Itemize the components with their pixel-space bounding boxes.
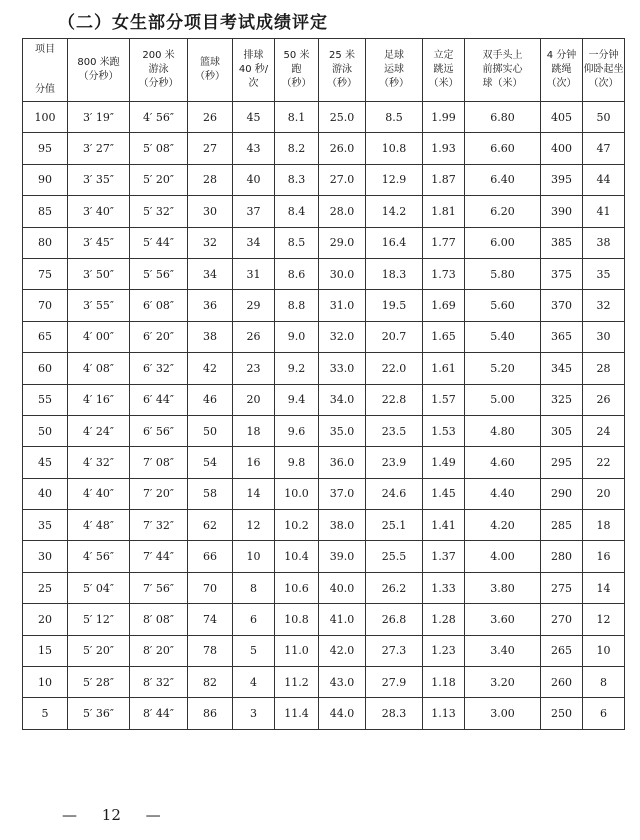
table-cell: 16 [583, 541, 625, 572]
table-cell: 4′ 48″ [68, 510, 130, 541]
table-cell: 400 [541, 133, 583, 164]
table-cell: 28 [188, 164, 233, 195]
table-cell: 1.41 [423, 510, 465, 541]
table-cell: 8 [583, 667, 625, 698]
table-cell: 9.0 [275, 321, 319, 352]
page-number: 12 [101, 806, 121, 824]
table-cell: 1.57 [423, 384, 465, 415]
table-cell: 285 [541, 510, 583, 541]
table-cell: 280 [541, 541, 583, 572]
table-cell: 3.00 [465, 698, 541, 729]
table-cell: 14 [583, 572, 625, 603]
table-cell: 8.2 [275, 133, 319, 164]
table-cell: 10.6 [275, 572, 319, 603]
table-cell: 10.4 [275, 541, 319, 572]
table-cell: 5′ 32″ [130, 196, 188, 227]
table-cell: 385 [541, 227, 583, 258]
table-cell: 50 [188, 415, 233, 446]
header-medicine-ball-throw: 双手头上 前掷实心 球（米） [465, 39, 541, 102]
table-cell: 4′ 16″ [68, 384, 130, 415]
table-cell: 405 [541, 102, 583, 133]
table-cell: 370 [541, 290, 583, 321]
table-cell: 23.5 [366, 415, 423, 446]
table-cell: 42 [188, 353, 233, 384]
table-cell: 10.8 [366, 133, 423, 164]
header-50m-run: 50 米 跑 （秒） [275, 39, 319, 102]
table-cell: 30.0 [319, 258, 366, 289]
table-cell: 34.0 [319, 384, 366, 415]
table-cell: 6 [233, 604, 275, 635]
table-row [23, 258, 625, 289]
table-cell: 9.2 [275, 353, 319, 384]
table-cell: 1.13 [423, 698, 465, 729]
table-cell: 6.60 [465, 133, 541, 164]
table-cell: 5.20 [465, 353, 541, 384]
table-cell: 3′ 50″ [68, 258, 130, 289]
table-cell: 6′ 08″ [130, 290, 188, 321]
table-cell: 38.0 [319, 510, 366, 541]
table-cell: 58 [188, 478, 233, 509]
table-row [23, 541, 625, 572]
table-cell: 66 [188, 541, 233, 572]
table-cell: 1.93 [423, 133, 465, 164]
table-cell: 10.2 [275, 510, 319, 541]
table-cell: 4.40 [465, 478, 541, 509]
table-cell: 28.0 [319, 196, 366, 227]
table-cell: 62 [188, 510, 233, 541]
table-cell: 18 [583, 510, 625, 541]
table-cell: 395 [541, 164, 583, 195]
table-cell: 3 [233, 698, 275, 729]
table-cell: 74 [188, 604, 233, 635]
table-cell: 42.0 [319, 635, 366, 666]
table-cell: 38 [583, 227, 625, 258]
table-cell: 30 [188, 196, 233, 227]
table-cell: 7′ 56″ [130, 572, 188, 603]
table-cell: 22 [583, 447, 625, 478]
table-cell: 32 [583, 290, 625, 321]
table-cell: 3′ 55″ [68, 290, 130, 321]
table-cell: 41 [583, 196, 625, 227]
table-row [23, 353, 625, 384]
table-cell: 9.4 [275, 384, 319, 415]
table-cell: 7′ 32″ [130, 510, 188, 541]
table-cell: 10 [583, 635, 625, 666]
table-cell: 3.80 [465, 572, 541, 603]
table-cell: 26 [188, 102, 233, 133]
table-cell: 8.1 [275, 102, 319, 133]
table-cell: 3.20 [465, 667, 541, 698]
table-cell: 26.0 [319, 133, 366, 164]
table-cell: 47 [583, 133, 625, 164]
table-cell: 1.73 [423, 258, 465, 289]
table-cell: 29.0 [319, 227, 366, 258]
header-800m-run: 800 米跑 （分秒） [68, 39, 130, 102]
table-cell: 3′ 27″ [68, 133, 130, 164]
score-cell: 80 [23, 227, 68, 258]
table-cell: 1.69 [423, 290, 465, 321]
header-200m-swim: 200 米 游泳 （分秒） [130, 39, 188, 102]
table-row [23, 102, 625, 133]
header-item-label: 项目 [35, 44, 55, 55]
table-cell: 29 [233, 290, 275, 321]
score-cell: 90 [23, 164, 68, 195]
table-cell: 37.0 [319, 478, 366, 509]
page-footer [52, 806, 171, 824]
table-cell: 1.65 [423, 321, 465, 352]
table-cell: 5.60 [465, 290, 541, 321]
table-cell: 27 [188, 133, 233, 164]
table-cell: 18.3 [366, 258, 423, 289]
table-cell: 34 [233, 227, 275, 258]
score-cell: 45 [23, 447, 68, 478]
table-cell: 365 [541, 321, 583, 352]
table-cell: 28 [583, 353, 625, 384]
table-cell: 8.4 [275, 196, 319, 227]
table-header-row [23, 39, 625, 102]
table-cell: 250 [541, 698, 583, 729]
table-row [23, 321, 625, 352]
table-cell: 19.5 [366, 290, 423, 321]
table-cell: 70 [188, 572, 233, 603]
table-cell: 36.0 [319, 447, 366, 478]
table-cell: 6.80 [465, 102, 541, 133]
header-score-label: 分值 [35, 84, 55, 95]
table-cell: 32 [188, 227, 233, 258]
table-cell: 4.20 [465, 510, 541, 541]
header-standing-long-jump: 立定 跳远 （米） [423, 39, 465, 102]
footer-dash-right: — [145, 806, 161, 824]
table-cell: 40.0 [319, 572, 366, 603]
table-cell: 7′ 08″ [130, 447, 188, 478]
table-cell: 3′ 40″ [68, 196, 130, 227]
table-cell: 32.0 [319, 321, 366, 352]
table-cell: 305 [541, 415, 583, 446]
page-title: （二）女生部分项目考试成绩评定 [58, 13, 328, 33]
table-cell: 27.3 [366, 635, 423, 666]
table-cell: 11.0 [275, 635, 319, 666]
table-cell: 4′ 40″ [68, 478, 130, 509]
table-cell: 8 [233, 572, 275, 603]
table-cell: 30 [583, 321, 625, 352]
table-cell: 1.49 [423, 447, 465, 478]
table-cell: 10.0 [275, 478, 319, 509]
table-cell: 8′ 08″ [130, 604, 188, 635]
table-row [23, 133, 625, 164]
table-cell: 16.4 [366, 227, 423, 258]
table-cell: 4′ 32″ [68, 447, 130, 478]
table-cell: 24 [583, 415, 625, 446]
score-table-body [23, 102, 625, 730]
table-cell: 54 [188, 447, 233, 478]
table-cell: 43 [233, 133, 275, 164]
score-cell: 5 [23, 698, 68, 729]
table-cell: 7′ 44″ [130, 541, 188, 572]
score-cell: 100 [23, 102, 68, 133]
table-cell: 12 [233, 510, 275, 541]
table-cell: 3.40 [465, 635, 541, 666]
table-row [23, 290, 625, 321]
table-cell: 325 [541, 384, 583, 415]
table-cell: 8.6 [275, 258, 319, 289]
table-cell: 5′ 12″ [68, 604, 130, 635]
table-cell: 43.0 [319, 667, 366, 698]
table-cell: 23.9 [366, 447, 423, 478]
table-cell: 3.60 [465, 604, 541, 635]
table-cell: 22.0 [366, 353, 423, 384]
table-cell: 275 [541, 572, 583, 603]
table-cell: 37 [233, 196, 275, 227]
score-cell: 60 [23, 353, 68, 384]
table-cell: 38 [188, 321, 233, 352]
table-cell: 6.40 [465, 164, 541, 195]
table-cell: 82 [188, 667, 233, 698]
table-row [23, 415, 625, 446]
table-cell: 4.60 [465, 447, 541, 478]
table-cell: 44 [583, 164, 625, 195]
table-row [23, 572, 625, 603]
table-cell: 31.0 [319, 290, 366, 321]
table-cell: 3′ 45″ [68, 227, 130, 258]
table-cell: 27.0 [319, 164, 366, 195]
table-cell: 3′ 19″ [68, 102, 130, 133]
table-cell: 6′ 32″ [130, 353, 188, 384]
score-cell: 30 [23, 541, 68, 572]
table-cell: 5′ 28″ [68, 667, 130, 698]
table-cell: 4′ 00″ [68, 321, 130, 352]
table-row [23, 164, 625, 195]
table-cell: 10.8 [275, 604, 319, 635]
table-cell: 6 [583, 698, 625, 729]
table-cell: 8′ 20″ [130, 635, 188, 666]
table-cell: 35 [583, 258, 625, 289]
table-cell: 10 [233, 541, 275, 572]
table-cell: 260 [541, 667, 583, 698]
table-cell: 26 [233, 321, 275, 352]
table-cell: 4′ 56″ [130, 102, 188, 133]
table-cell: 31 [233, 258, 275, 289]
table-cell: 1.77 [423, 227, 465, 258]
table-cell: 40 [233, 164, 275, 195]
table-cell: 23 [233, 353, 275, 384]
table-row [23, 698, 625, 729]
table-cell: 5′ 04″ [68, 572, 130, 603]
table-cell: 1.81 [423, 196, 465, 227]
score-cell: 70 [23, 290, 68, 321]
table-cell: 1.18 [423, 667, 465, 698]
table-cell: 4′ 24″ [68, 415, 130, 446]
table-cell: 5′ 20″ [130, 164, 188, 195]
table-row [23, 196, 625, 227]
table-cell: 20.7 [366, 321, 423, 352]
table-cell: 46 [188, 384, 233, 415]
table-cell: 345 [541, 353, 583, 384]
table-cell: 8.5 [275, 227, 319, 258]
table-cell: 26.8 [366, 604, 423, 635]
table-row [23, 478, 625, 509]
table-cell: 4′ 08″ [68, 353, 130, 384]
table-cell: 26.2 [366, 572, 423, 603]
table-cell: 1.87 [423, 164, 465, 195]
table-cell: 24.6 [366, 478, 423, 509]
score-cell: 75 [23, 258, 68, 289]
table-cell: 39.0 [319, 541, 366, 572]
table-cell: 5′ 08″ [130, 133, 188, 164]
score-cell: 20 [23, 604, 68, 635]
table-cell: 5 [233, 635, 275, 666]
table-cell: 290 [541, 478, 583, 509]
table-cell: 45 [233, 102, 275, 133]
table-cell: 33.0 [319, 353, 366, 384]
table-cell: 14.2 [366, 196, 423, 227]
table-row [23, 227, 625, 258]
table-cell: 1.53 [423, 415, 465, 446]
table-cell: 8′ 44″ [130, 698, 188, 729]
score-cell: 15 [23, 635, 68, 666]
table-cell: 6′ 44″ [130, 384, 188, 415]
table-cell: 6.20 [465, 196, 541, 227]
table-cell: 8.3 [275, 164, 319, 195]
score-cell: 40 [23, 478, 68, 509]
table-cell: 5.80 [465, 258, 541, 289]
table-cell: 44.0 [319, 698, 366, 729]
table-cell: 390 [541, 196, 583, 227]
table-cell: 50 [583, 102, 625, 133]
table-cell: 25.1 [366, 510, 423, 541]
table-cell: 5.00 [465, 384, 541, 415]
table-cell: 1.33 [423, 572, 465, 603]
table-cell: 9.8 [275, 447, 319, 478]
table-cell: 1.45 [423, 478, 465, 509]
table-cell: 5′ 20″ [68, 635, 130, 666]
table-cell: 1.61 [423, 353, 465, 384]
table-cell: 41.0 [319, 604, 366, 635]
table-cell: 6.00 [465, 227, 541, 258]
header-item-score [23, 39, 68, 102]
footer-dash-left: — [62, 806, 77, 824]
table-cell: 34 [188, 258, 233, 289]
table-cell: 375 [541, 258, 583, 289]
table-cell: 5′ 44″ [130, 227, 188, 258]
table-cell: 4.00 [465, 541, 541, 572]
score-cell: 25 [23, 572, 68, 603]
table-cell: 86 [188, 698, 233, 729]
table-cell: 1.37 [423, 541, 465, 572]
table-cell: 18 [233, 415, 275, 446]
table-cell: 1.23 [423, 635, 465, 666]
table-cell: 78 [188, 635, 233, 666]
table-cell: 8′ 32″ [130, 667, 188, 698]
table-cell: 12.9 [366, 164, 423, 195]
score-cell: 50 [23, 415, 68, 446]
table-row [23, 510, 625, 541]
table-cell: 5′ 36″ [68, 698, 130, 729]
table-cell: 36 [188, 290, 233, 321]
score-cell: 95 [23, 133, 68, 164]
table-row [23, 604, 625, 635]
score-cell: 55 [23, 384, 68, 415]
table-row [23, 384, 625, 415]
table-cell: 20 [233, 384, 275, 415]
table-cell: 11.4 [275, 698, 319, 729]
table-cell: 22.8 [366, 384, 423, 415]
table-cell: 14 [233, 478, 275, 509]
table-row [23, 447, 625, 478]
header-25m-swim: 25 米 游泳 （秒） [319, 39, 366, 102]
table-cell: 5.40 [465, 321, 541, 352]
table-cell: 7′ 20″ [130, 478, 188, 509]
score-cell: 65 [23, 321, 68, 352]
table-cell: 26 [583, 384, 625, 415]
table-cell: 265 [541, 635, 583, 666]
score-cell: 85 [23, 196, 68, 227]
table-cell: 11.2 [275, 667, 319, 698]
score-cell: 10 [23, 667, 68, 698]
table-cell: 6′ 56″ [130, 415, 188, 446]
table-cell: 295 [541, 447, 583, 478]
score-cell: 35 [23, 510, 68, 541]
header-4min-rope-skip: 4 分钟 跳绳 （次） [541, 39, 583, 102]
table-cell: 4′ 56″ [68, 541, 130, 572]
table-row [23, 667, 625, 698]
table-cell: 9.6 [275, 415, 319, 446]
score-table [22, 38, 625, 730]
table-cell: 3′ 35″ [68, 164, 130, 195]
table-cell: 28.3 [366, 698, 423, 729]
table-cell: 16 [233, 447, 275, 478]
table-cell: 4 [233, 667, 275, 698]
table-cell: 25.0 [319, 102, 366, 133]
table-cell: 20 [583, 478, 625, 509]
header-football-dribble: 足球 运球 （秒） [366, 39, 423, 102]
header-volleyball: 排球 40 秒/ 次 [233, 39, 275, 102]
table-cell: 6′ 20″ [130, 321, 188, 352]
table-cell: 12 [583, 604, 625, 635]
header-1min-situps: 一分钟 仰卧起坐 （次） [583, 39, 625, 102]
table-cell: 8.5 [366, 102, 423, 133]
table-cell: 25.5 [366, 541, 423, 572]
table-cell: 27.9 [366, 667, 423, 698]
table-cell: 1.99 [423, 102, 465, 133]
table-cell: 4.80 [465, 415, 541, 446]
table-cell: 8.8 [275, 290, 319, 321]
table-cell: 35.0 [319, 415, 366, 446]
table-cell: 5′ 56″ [130, 258, 188, 289]
table-cell: 1.28 [423, 604, 465, 635]
header-basketball: 篮球 （秒） [188, 39, 233, 102]
table-cell: 270 [541, 604, 583, 635]
table-row [23, 635, 625, 666]
